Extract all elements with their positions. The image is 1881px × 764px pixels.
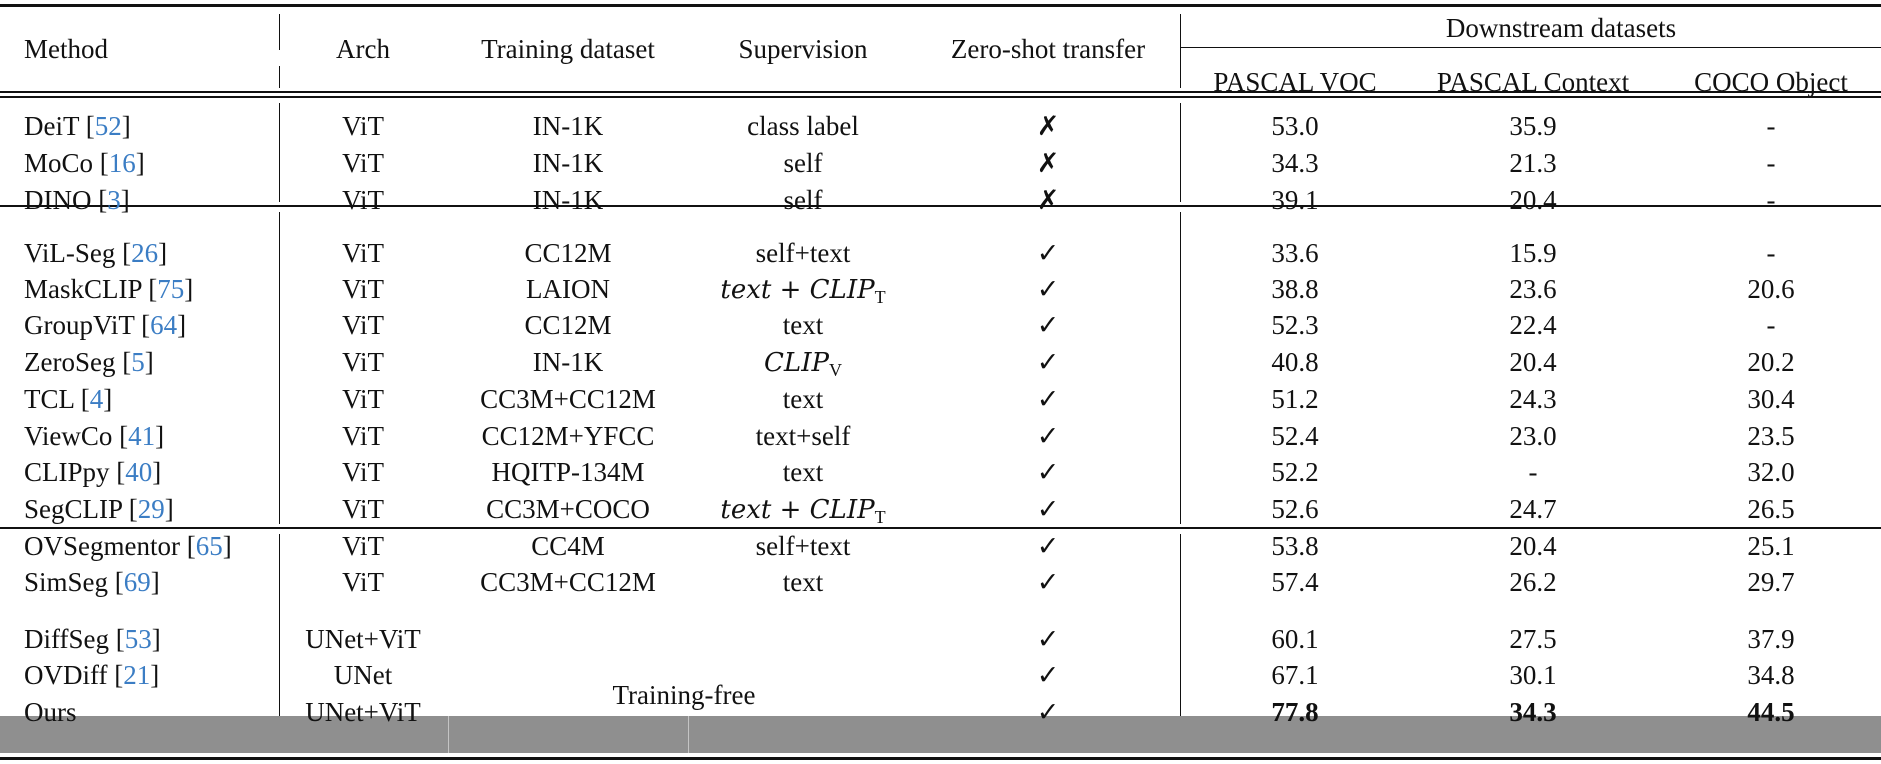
supervision-cell: text+self — [755, 421, 851, 451]
supervision-cell: text — [782, 310, 824, 340]
zero-shot-mark: ✓ — [1036, 494, 1060, 524]
method-name: DeiT [52] — [24, 111, 131, 141]
ctx-score: 20.4 — [1509, 531, 1557, 561]
method-label: SegCLIP — [24, 494, 123, 524]
method-name: DiffSeg [53] — [24, 624, 161, 654]
voc-score: 52.3 — [1271, 310, 1319, 340]
vrule-method — [279, 66, 280, 88]
ctx-score: 35.9 — [1509, 111, 1557, 141]
dataset-cell: CC12M — [524, 310, 612, 340]
vrule-method — [279, 14, 280, 50]
citation-link[interactable]: 65 — [195, 531, 223, 561]
ours-highlight-divider — [688, 716, 689, 753]
ctx-score: 15.9 — [1509, 238, 1557, 268]
zero-shot-mark: ✓ — [1036, 310, 1060, 340]
arch-cell: UNet — [333, 660, 393, 690]
ctx-score: 30.1 — [1509, 660, 1557, 690]
coco-score: 37.9 — [1747, 624, 1795, 654]
citation-link[interactable]: 69 — [123, 567, 151, 597]
supervision-cell: self — [783, 185, 823, 215]
citation-link[interactable]: 3 — [107, 185, 121, 215]
method-name: ZeroSeg [5] — [24, 347, 154, 377]
dataset-cell: CC12M+YFCC — [481, 421, 655, 451]
voc-score: 51.2 — [1271, 384, 1319, 414]
citation-link[interactable]: 5 — [131, 347, 145, 377]
supervision-cell: text — [782, 457, 824, 487]
coco-score: - — [1766, 310, 1776, 340]
coco-score: 26.5 — [1747, 494, 1795, 524]
ctx-score: 24.3 — [1509, 384, 1557, 414]
arch-cell: ViT — [342, 531, 384, 561]
voc-score: 77.8 — [1271, 697, 1319, 727]
vrule-downstream — [1180, 103, 1181, 202]
supervision-subscript: T — [874, 287, 886, 307]
citation-link[interactable]: 64 — [150, 310, 178, 340]
supervision-cell: self — [783, 148, 823, 178]
supervision-cell: text — [782, 384, 824, 414]
arch-cell: UNet+ViT — [305, 624, 421, 654]
supervision-cell: self+text — [755, 238, 851, 268]
method-label: MaskCLIP — [24, 274, 142, 304]
dataset-cell: CC3M+CC12M — [480, 384, 656, 414]
coco-score: 44.5 — [1747, 697, 1795, 727]
voc-score: 67.1 — [1271, 660, 1319, 690]
bottom-rule — [0, 757, 1881, 760]
ctx-score: - — [1528, 457, 1538, 487]
voc-score: 52.4 — [1271, 421, 1319, 451]
method-label: OVDiff — [24, 660, 108, 690]
citation-link[interactable]: 26 — [131, 238, 159, 268]
method-name: MoCo [16] — [24, 148, 145, 178]
vrule-downstream — [1180, 212, 1181, 524]
supervision-cell — [720, 492, 885, 534]
coco-score: 20.2 — [1747, 347, 1795, 377]
method-label: Ours — [24, 697, 77, 727]
voc-score: 33.6 — [1271, 238, 1319, 268]
ctx-score: 21.3 — [1509, 148, 1557, 178]
header-coco: COCO Object — [1694, 67, 1848, 97]
coco-score: - — [1766, 238, 1776, 268]
header-training-dataset: Training dataset — [481, 34, 655, 64]
method-name: OVSegmentor [65] — [24, 531, 232, 561]
zero-shot-mark: ✓ — [1036, 238, 1060, 268]
ctx-score: 20.4 — [1509, 347, 1557, 377]
arch-cell: ViT — [342, 274, 384, 304]
coco-score: 30.4 — [1747, 384, 1795, 414]
method-label: SimSeg — [24, 567, 109, 597]
citation-link[interactable]: 53 — [124, 624, 152, 654]
method-name: SimSeg [69] — [24, 567, 160, 597]
arch-cell: ViT — [342, 185, 384, 215]
citation-link[interactable]: 75 — [157, 274, 185, 304]
header-arch: Arch — [336, 34, 390, 64]
supervision-math: text + CLIP — [720, 275, 875, 305]
zero-shot-mark: ✓ — [1036, 274, 1060, 304]
zero-shot-mark: ✓ — [1036, 421, 1060, 451]
dataset-cell: CC3M+COCO — [486, 494, 650, 524]
method-name — [24, 695, 77, 729]
method-label: ViewCo — [24, 421, 113, 451]
method-label: OVSegmentor — [24, 531, 180, 561]
coco-score: - — [1766, 148, 1776, 178]
method-label: DiffSeg — [24, 624, 109, 654]
voc-score: 60.1 — [1271, 624, 1319, 654]
coco-score: 29.7 — [1747, 567, 1795, 597]
dataset-cell: IN-1K — [532, 148, 604, 178]
dataset-cell: IN-1K — [532, 347, 604, 377]
ctx-score: 27.5 — [1509, 624, 1557, 654]
supervision-cell — [764, 345, 842, 387]
arch-cell: ViT — [342, 494, 384, 524]
ours-highlight-divider — [448, 716, 449, 753]
arch-cell: ViT — [342, 111, 384, 141]
zero-shot-mark: ✓ — [1036, 347, 1060, 377]
dataset-cell: CC3M+CC12M — [480, 567, 656, 597]
header-downstream: Downstream datasets — [1445, 13, 1677, 43]
supervision-subscript: T — [874, 507, 886, 527]
arch-cell: ViT — [342, 421, 384, 451]
method-name: ViL-Seg [26] — [24, 238, 168, 268]
coco-score: 32.0 — [1747, 457, 1795, 487]
method-name: MaskCLIP [75] — [24, 274, 194, 304]
voc-score: 40.8 — [1271, 347, 1319, 377]
training-free-label: Training-free — [612, 680, 756, 710]
citation-link[interactable]: 16 — [108, 148, 136, 178]
coco-score: 20.6 — [1747, 274, 1795, 304]
method-name: GroupViT [64] — [24, 310, 187, 340]
supervision-cell: class label — [747, 111, 859, 141]
zero-shot-mark: ✓ — [1036, 660, 1060, 690]
method-label: MoCo — [24, 148, 94, 178]
supervision-cell: self+text — [755, 531, 851, 561]
zero-shot-mark: ✓ — [1036, 457, 1060, 487]
coco-score: 34.8 — [1747, 660, 1795, 690]
method-name: OVDiff [21] — [24, 660, 160, 690]
header-voc: PASCAL VOC — [1213, 67, 1377, 97]
method-label: DeiT — [24, 111, 79, 141]
voc-score: 38.8 — [1271, 274, 1319, 304]
dataset-cell: CC12M — [524, 238, 612, 268]
dataset-cell: IN-1K — [532, 185, 604, 215]
method-label: DINO — [24, 185, 92, 215]
method-label: GroupViT — [24, 310, 135, 340]
method-name: ViewCo [41] — [24, 421, 165, 451]
method-name: TCL [4] — [24, 384, 113, 414]
zero-shot-mark: ✗ — [1036, 148, 1060, 178]
method-name: CLIPpy [40] — [24, 457, 162, 487]
ctx-score: 26.2 — [1509, 567, 1557, 597]
header-zero-shot: Zero-shot transfer — [950, 34, 1146, 64]
voc-score: 34.3 — [1271, 148, 1319, 178]
ours-highlight — [0, 716, 1881, 753]
arch-cell: ViT — [342, 148, 384, 178]
zero-shot-mark: ✗ — [1036, 185, 1060, 215]
top-rule — [0, 4, 1881, 7]
coco-score: - — [1766, 185, 1776, 215]
method-label: ZeroSeg — [24, 347, 116, 377]
citation-link[interactable]: 52 — [94, 111, 122, 141]
dataset-cell: HQITP-134M — [491, 457, 645, 487]
ctx-score: 23.0 — [1509, 421, 1557, 451]
ctx-score: 20.4 — [1509, 185, 1557, 215]
supervision-subscript: V — [828, 360, 842, 380]
method-label: CLIPpy — [24, 457, 110, 487]
group-rule-1 — [0, 205, 1881, 207]
zero-shot-mark: ✓ — [1036, 697, 1060, 727]
arch-cell: ViT — [342, 457, 384, 487]
voc-score: 53.8 — [1271, 531, 1319, 561]
vrule-downstream — [1180, 14, 1181, 88]
citation-link[interactable]: 29 — [137, 494, 165, 524]
zero-shot-mark: ✓ — [1036, 531, 1060, 561]
coco-score: - — [1766, 111, 1776, 141]
supervision-cell: text — [782, 567, 824, 597]
voc-score: 52.6 — [1271, 494, 1319, 524]
citation-link[interactable]: 40 — [125, 457, 153, 487]
vrule-method — [279, 103, 280, 202]
group-rule-2 — [0, 527, 1881, 529]
citation-link[interactable]: 4 — [89, 384, 104, 414]
dataset-cell: IN-1K — [532, 111, 604, 141]
voc-score: 53.0 — [1271, 111, 1319, 141]
header-method: Method — [24, 34, 108, 64]
citation-link[interactable]: 41 — [128, 421, 156, 451]
voc-score: 52.2 — [1271, 457, 1319, 487]
supervision-math: text + CLIP — [720, 495, 875, 525]
arch-cell: ViT — [342, 384, 384, 414]
coco-score: 25.1 — [1747, 531, 1795, 561]
dataset-cell: CC4M — [531, 531, 605, 561]
voc-score: 57.4 — [1271, 567, 1319, 597]
vrule-method — [279, 212, 280, 524]
downstream-underline — [1180, 47, 1881, 48]
method-label: ViL-Seg — [24, 238, 116, 268]
header-context: PASCAL Context — [1436, 67, 1630, 97]
zero-shot-mark: ✓ — [1036, 384, 1060, 414]
header-supervision: Supervision — [738, 34, 868, 64]
ctx-score: 34.3 — [1509, 697, 1557, 727]
ctx-score: 22.4 — [1509, 310, 1557, 340]
zero-shot-mark: ✓ — [1036, 624, 1060, 654]
voc-score: 39.1 — [1271, 185, 1319, 215]
coco-score: 23.5 — [1747, 421, 1795, 451]
arch-cell: ViT — [342, 238, 384, 268]
ctx-score: 23.6 — [1509, 274, 1557, 304]
zero-shot-mark: ✗ — [1036, 111, 1060, 141]
arch-cell: UNet+ViT — [305, 697, 421, 727]
arch-cell: ViT — [342, 310, 384, 340]
zero-shot-mark: ✓ — [1036, 567, 1060, 597]
method-label: TCL — [24, 384, 74, 414]
method-name: SegCLIP [29] — [24, 494, 174, 524]
arch-cell: ViT — [342, 347, 384, 377]
supervision-math: CLIP — [764, 348, 829, 378]
dataset-cell: LAION — [526, 274, 610, 304]
citation-link[interactable]: 21 — [123, 660, 151, 690]
arch-cell: ViT — [342, 567, 384, 597]
method-name: DINO [3] — [24, 185, 130, 215]
ctx-score: 24.7 — [1509, 494, 1557, 524]
